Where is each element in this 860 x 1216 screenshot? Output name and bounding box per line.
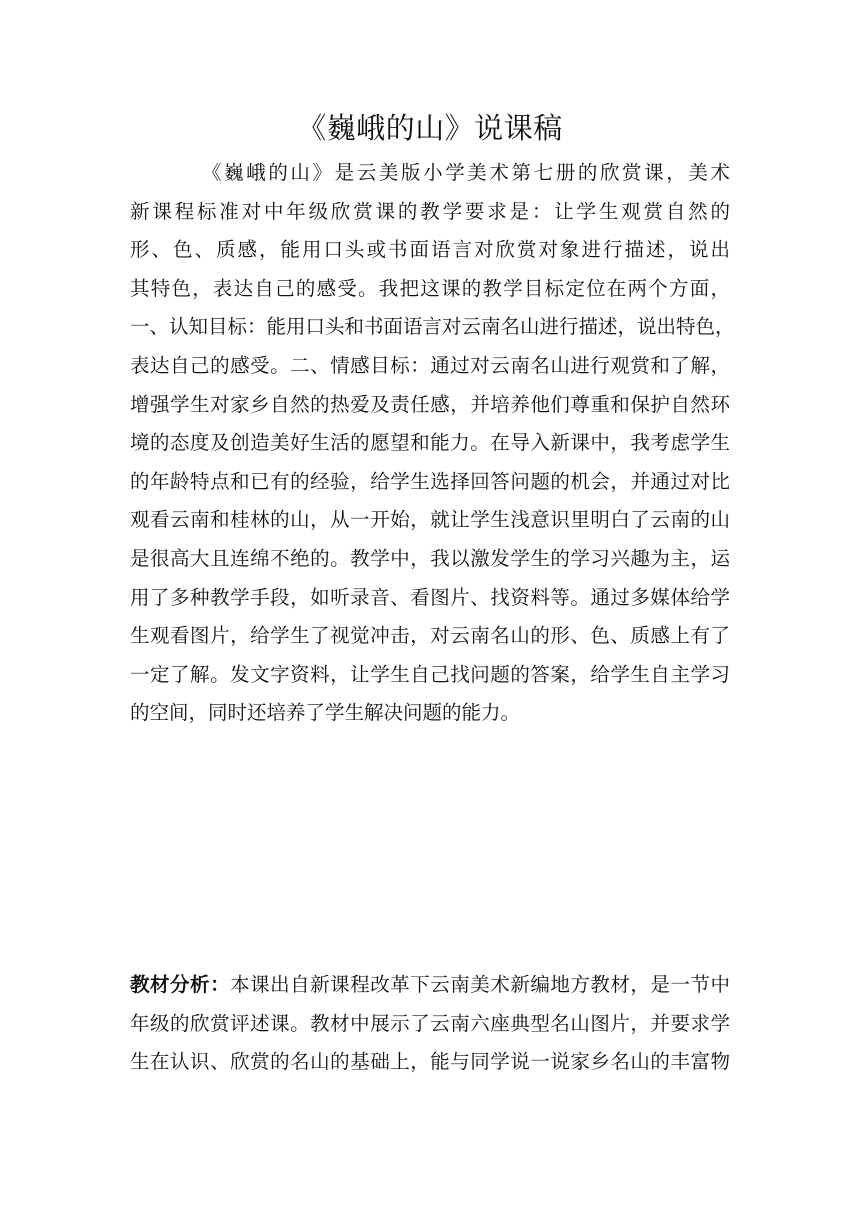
paragraph-line: 的空间，同时还培养了学生解决问题的能力。 [130,701,521,725]
paragraph-line: 观看云南和桂林的山，从一开始，就让学生浅意识里明白了云南的山 [130,508,730,532]
paragraph-line: 的年龄特点和已有的经验，给学生选择回答问题的机会，并通过对比 [130,469,730,493]
paragraph-line [130,966,730,1005]
paragraph-line: 形、色、质感，能用口头或书面语言对欣赏对象进行描述，说出 [130,238,730,262]
paragraph-line: 表达自己的感受。二、情感目标：通过对云南名山进行观赏和了解， [130,353,730,377]
paragraph-line: 一定了解。发文字资料，让学生自己找问题的答案，给学生自主学习 [130,662,730,686]
intro-paragraph [130,154,735,733]
heading-line-text: 本课出自新课程改革下云南美术新编地方教材，是一节中 [230,973,730,996]
paragraph-line: 其特色，表达自己的感受。我把这课的教学目标定位在两个方面， [130,276,730,300]
document-title: 《巍峨的山》说课稿 [297,111,563,145]
paragraph-line: 生观看图片，给学生了视觉冲击，对云南名山的形、色、质感上有了 [130,624,730,648]
textbook-analysis-paragraph [130,966,730,1082]
paragraph-line: 是很高大且连绵不绝的。教学中，我以激发学生的学习兴趣为主，运 [130,546,730,570]
paragraph-line: 增强学生对家乡自然的热爱及责任感，并培养他们尊重和保护自然环 [130,392,730,416]
section-heading: 教材分析： [130,973,231,996]
paragraph-line: 生在认识、欣赏的名山的基础上，能与同学说一说家乡名山的丰富物 [130,1050,730,1074]
paragraph-line: 用了多种教学手段，如听录音、看图片、找资料等。通过多媒体给学 [130,585,730,609]
paragraph-line: 年级的欣赏评述课。教材中展示了云南六座典型名山图片，并要求学 [130,1011,730,1035]
paragraph-line: 境的态度及创造美好生活的愿望和能力。在导入新课中，我考虑学生 [130,431,730,455]
paragraph-line: 新课程标准对中年级欣赏课的教学要求是：让学生观赏自然的 [130,199,730,223]
paragraph-line: 一、认知目标：能用口头和书面语言对云南名山进行描述，说出特色， [130,315,735,339]
paragraph-line: 《巍峨的山》是云美版小学美术第七册的欣赏课，美术 [202,161,730,184]
